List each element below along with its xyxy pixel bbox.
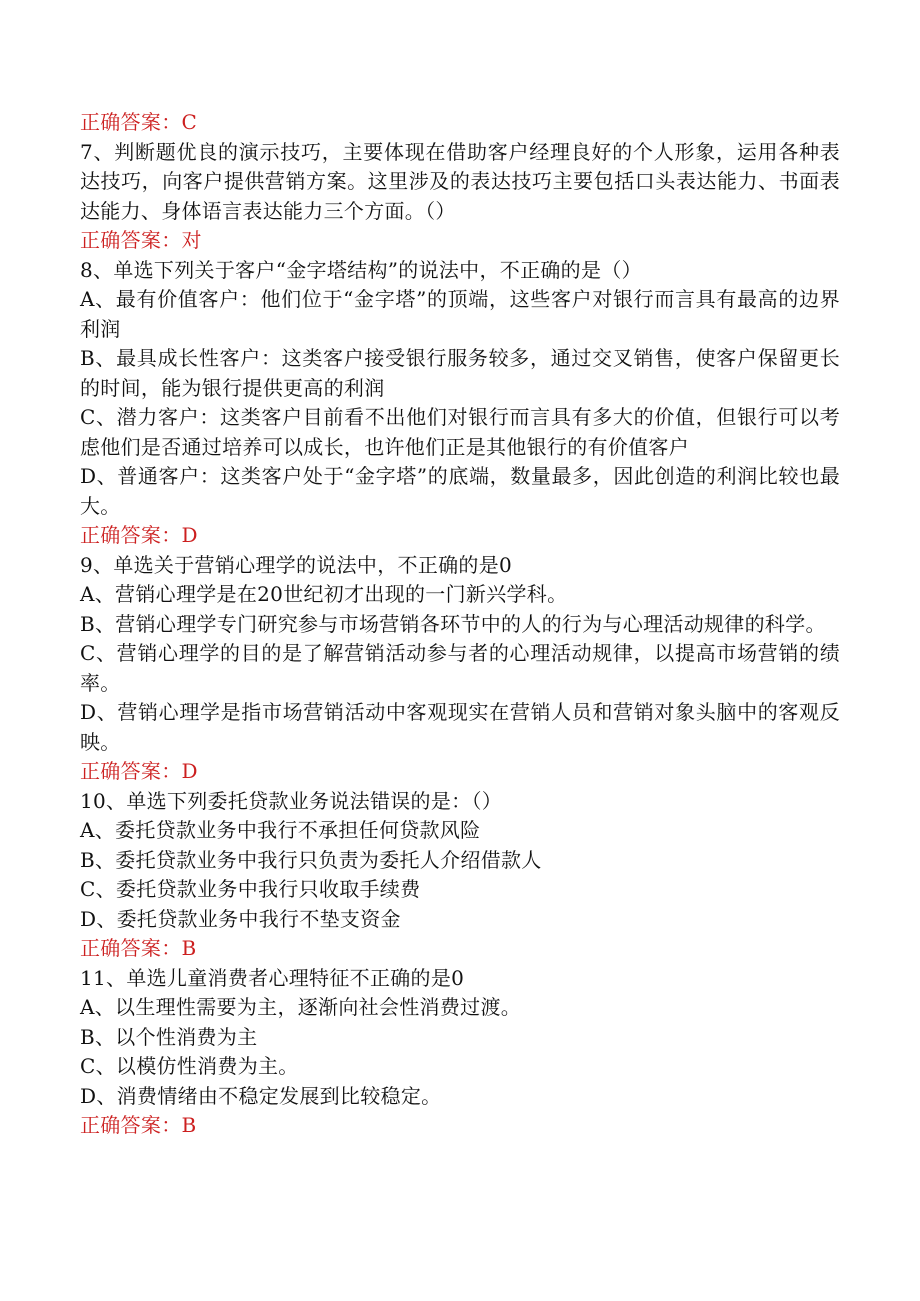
answer-value: C	[181, 110, 198, 134]
question-stem-q10: 10、单选下列委托贷款业务说法错误的是：（）	[80, 788, 503, 813]
option-q9-b: B、营销心理学专门研究参与市场营销各环节中的人的行为与心理活动规律的科学。	[80, 611, 826, 636]
option-q10-a: A、委托贷款业务中我行不承担任何贷款风险	[80, 818, 481, 842]
answer-value: B	[181, 1113, 197, 1137]
document-page	[80, 108, 840, 1141]
answer-label: 正确答案：	[80, 228, 182, 252]
answer-line-q9	[80, 757, 840, 787]
question-stem-q11: 11、单选儿童消费者心理特征不正确的是0	[80, 965, 465, 990]
option-q10-b: B、委托贷款业务中我行只负责为委托人介绍借款人	[80, 847, 542, 872]
option-q8-b: B、最具成长性客户：这类客户接受银行服务较多，通过交叉销售，使客户保留更长的时间，能为银行提供更高的利润	[80, 346, 840, 400]
answer-label: 正确答案：	[80, 523, 182, 547]
answer-value: D	[181, 759, 198, 783]
option-q11-c: C、以模仿性消费为主。	[80, 1054, 299, 1078]
answer-label: 正确答案：	[80, 1113, 182, 1137]
answer-line-q7	[80, 226, 840, 256]
option-q11-d: D、消费情绪由不稳定发展到比较稳定。	[80, 1083, 442, 1108]
option-q8-d: D、普通客户：这类客户处于“金字塔”的底端，数量最多，因此创造的利润比较也最大。	[80, 464, 840, 518]
option-q9-a: A、营销心理学是在20世纪初才出现的一门新兴学科。	[80, 582, 568, 606]
answer-line-q11	[80, 1111, 840, 1141]
answer-value: D	[181, 523, 198, 547]
option-q11-b: B、以个性消费为主	[80, 1024, 258, 1049]
option-q8-c: C、潜力客户：这类客户目前看不出他们对银行而言具有多大的价值，但银行可以考虑他们是否通过培养可以成长，也许他们正是其他银行的有价值客户	[80, 405, 840, 459]
question-stem-q7: 7、判断题优良的演示技巧，主要体现在借助客户经理良好的个人形象，运用各种表达技巧，向客户提供营销方案。这里涉及的表达技巧主要包括口头表达能力、书面表达能力、身体语言表达能力三个方面。（）	[80, 139, 840, 223]
answer-value: 对	[181, 228, 202, 252]
question-stem-q8: 8、单选下列关于客户“金字塔结构”的说法中，不正确的是（）	[80, 257, 642, 282]
answer-line-q8	[80, 521, 840, 551]
answer-label: 正确答案：	[80, 936, 182, 960]
answer-label: 正确答案：	[80, 759, 182, 783]
answer-line-q10	[80, 934, 840, 964]
option-q9-c: C、营销心理学的目的是了解营销活动参与者的心理活动规律，以提高市场营销的绩率。	[80, 641, 840, 695]
option-q8-a: A、最有价值客户：他们位于“金字塔”的顶端，这些客户对银行而言具有最高的边界利润	[80, 287, 840, 341]
option-q11-a: A、以生理性需要为主，逐渐向社会性消费过渡。	[80, 995, 522, 1019]
question-stem-q9: 9、单选关于营销心理学的说法中，不正确的是0	[80, 552, 513, 577]
option-q10-d: D、委托贷款业务中我行不垫支资金	[80, 906, 401, 931]
answer-value: B	[181, 936, 197, 960]
answer-label: 正确答案：	[80, 110, 182, 134]
option-q9-d: D、营销心理学是指市场营销活动中客观现实在营销人员和营销对象头脑中的客观反映。	[80, 700, 840, 754]
answer-line-q6	[80, 108, 840, 138]
option-q10-c: C、委托贷款业务中我行只收取手续费	[80, 877, 421, 901]
